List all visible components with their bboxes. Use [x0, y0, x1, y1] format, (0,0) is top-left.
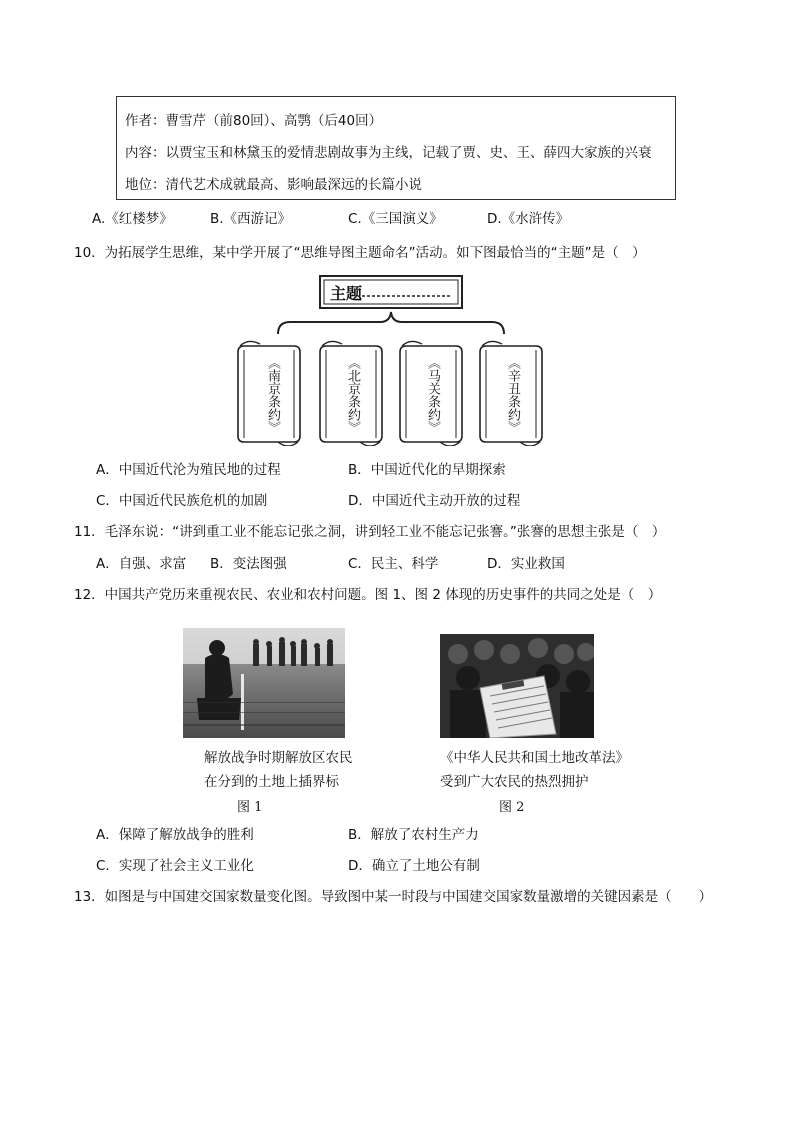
q11-stem: 11．毛泽东说：“讲到重工业不能忘记张之洞，讲到轻工业不能忘记张謇。”张謇的思想主张是（ ）: [74, 524, 666, 540]
q12-stem: 12．中国共产党历来重视农民、农业和农村问题。图 1、图 2 体现的历史事件的共同之处是（ ）: [74, 587, 662, 603]
q12-option-c[interactable]: C．实现了社会主义工业化: [96, 858, 254, 874]
fig1-label: 图 1: [237, 800, 263, 815]
fig2-caption-line2: 受到广大农民的热烈拥护: [440, 774, 589, 790]
q9-option-c[interactable]: C.《三国演义》: [348, 211, 443, 227]
box-status: 地位：清代艺术成就最高、影响最深远的长篇小说: [125, 177, 422, 193]
scroll-4-text: 《辛丑条约》: [505, 356, 520, 434]
scroll-1-text: 《南京条约》: [265, 356, 280, 434]
fig1-caption-line1: 解放战争时期解放区农民: [204, 750, 353, 766]
q10-stem: 10．为拓展学生思维，某中学开展了“思维导图主题命名”活动。如下图最恰当的“主题”是（ ）: [74, 245, 646, 261]
figure-2-photo: [440, 634, 594, 738]
q12-option-a[interactable]: A．保障了解放战争的胜利: [96, 827, 254, 843]
q11-option-d[interactable]: D．实业救国: [487, 556, 565, 572]
q12-option-b[interactable]: B．解放了农村生产力: [348, 827, 479, 843]
q10-option-a[interactable]: A．中国近代沦为殖民地的过程: [96, 462, 281, 478]
scroll-3-text: 《马关条约》: [425, 356, 440, 434]
q9-option-b[interactable]: B.《西游记》: [210, 211, 292, 227]
fig2-label: 图 2: [499, 800, 525, 815]
q13-stem: 13．如图是与中国建交国家数量变化图。导致图中某一时段与中国建交国家数量激增的关键因素是（ ）: [74, 889, 713, 905]
q12-option-d[interactable]: D．确立了土地公有制: [348, 858, 480, 874]
q11-option-c[interactable]: C．民主、科学: [348, 556, 439, 572]
q9-option-a[interactable]: A.《红楼梦》: [92, 211, 173, 227]
box-content: 内容：以贾宝玉和林黛玉的爱情悲剧故事为主线，记载了贾、史、王、薛四大家族的兴衰: [125, 145, 652, 161]
scroll-2-text: 《北京条约》: [345, 356, 360, 434]
box-author: 作者：曹雪芹（前80回）、高鹗（后40回）: [125, 113, 383, 129]
brace-connector: [278, 312, 504, 334]
q10-option-b[interactable]: B．中国近代化的早期探索: [348, 462, 506, 478]
info-box: [116, 96, 676, 200]
q10-option-d[interactable]: D．中国近代主动开放的过程: [348, 493, 521, 509]
q10-option-c[interactable]: C．中国近代民族危机的加剧: [96, 493, 268, 509]
q11-option-b[interactable]: B．变法图强: [210, 556, 287, 572]
diagram-title: 主题: [330, 284, 363, 303]
q9-option-d[interactable]: D.《水浒传》: [487, 211, 570, 227]
fig1-caption-line2: 在分到的土地上插界标: [204, 774, 339, 790]
q11-option-a[interactable]: A．自强、求富: [96, 556, 187, 572]
fig2-caption-line1: 《中华人民共和国土地改革法》: [440, 750, 629, 766]
figure-1-photo: [183, 628, 345, 738]
